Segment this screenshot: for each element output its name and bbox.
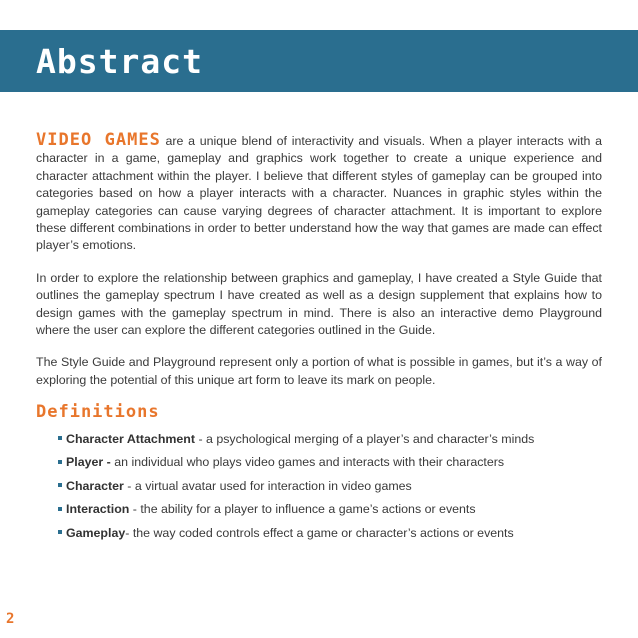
bullet-icon: [58, 483, 62, 487]
definition-separator: -: [123, 478, 135, 493]
definition-item: [58, 522, 602, 546]
definition-term: Character: [66, 478, 124, 493]
intro-paragraph-1: [36, 132, 602, 255]
definition-text: the way coded controls effect a game or character’s actions or events: [132, 525, 514, 540]
intro-paragraph-3: The Style Guide and Playground represent only a portion of what is possible in games, but it’s a way of exploring the potential of this unique art form to leave its mark on people.: [36, 355, 602, 387]
definitions-heading: Definitions: [36, 402, 160, 423]
definition-term: Gameplay: [66, 525, 126, 540]
definition-text: a virtual avatar used for interaction in video games: [134, 478, 412, 493]
definition-separator: -: [125, 525, 133, 540]
definition-term: Character Attachment: [66, 431, 195, 446]
definitions-list: [36, 428, 602, 546]
bullet-icon: [58, 507, 62, 511]
definition-text: the ability for a player to influence a game’s actions or events: [140, 502, 476, 517]
definition-term: Interaction: [66, 502, 130, 517]
definition-item: [58, 498, 602, 522]
definition-text: an individual who plays video games and interacts with their characters: [114, 455, 505, 470]
bullet-icon: [58, 530, 62, 534]
intro-paragraph-2: In order to explore the relationship between graphics and gameplay, I have created a Style Guide that outlines the gameplay spectrum I have created as well as a design supplement that explains how to design games with the gameplay spectrum in mind. There is also an interactive demo Playground where the user can explore the different categories outlined in the Guide.: [36, 270, 602, 338]
page-title: Abstract: [36, 42, 203, 81]
definition-separator: -: [129, 502, 141, 517]
bullet-icon: [58, 436, 62, 440]
definition-separator: -: [195, 431, 207, 446]
intro-paragraph-1-text: are a unique blend of interactivity and visuals. When a player interacts with a character in a game, gameplay and graphics work together to create a unique experience and character attachment within the player. I believe that different styles of gameplay can be grouped into categories based on how a player interacts with a character. Nuances in graphic styles within the gameplay categories can cause varying degrees of character attachment. It is important to explore these different combinations in order to better understand how the way that games are made can effect player’s emotions.: [36, 134, 602, 253]
lead-word: VIDEO GAMES: [36, 130, 161, 150]
definition-item: [58, 475, 602, 499]
bullet-icon: [58, 460, 62, 464]
page-number: 2: [6, 611, 15, 627]
definition-item: [58, 428, 602, 452]
definition-item: [58, 451, 602, 475]
definition-term: Player -: [66, 455, 111, 470]
abstract-content: [36, 132, 602, 545]
definition-text: a psychological merging of a player’s and character’s minds: [206, 431, 535, 446]
